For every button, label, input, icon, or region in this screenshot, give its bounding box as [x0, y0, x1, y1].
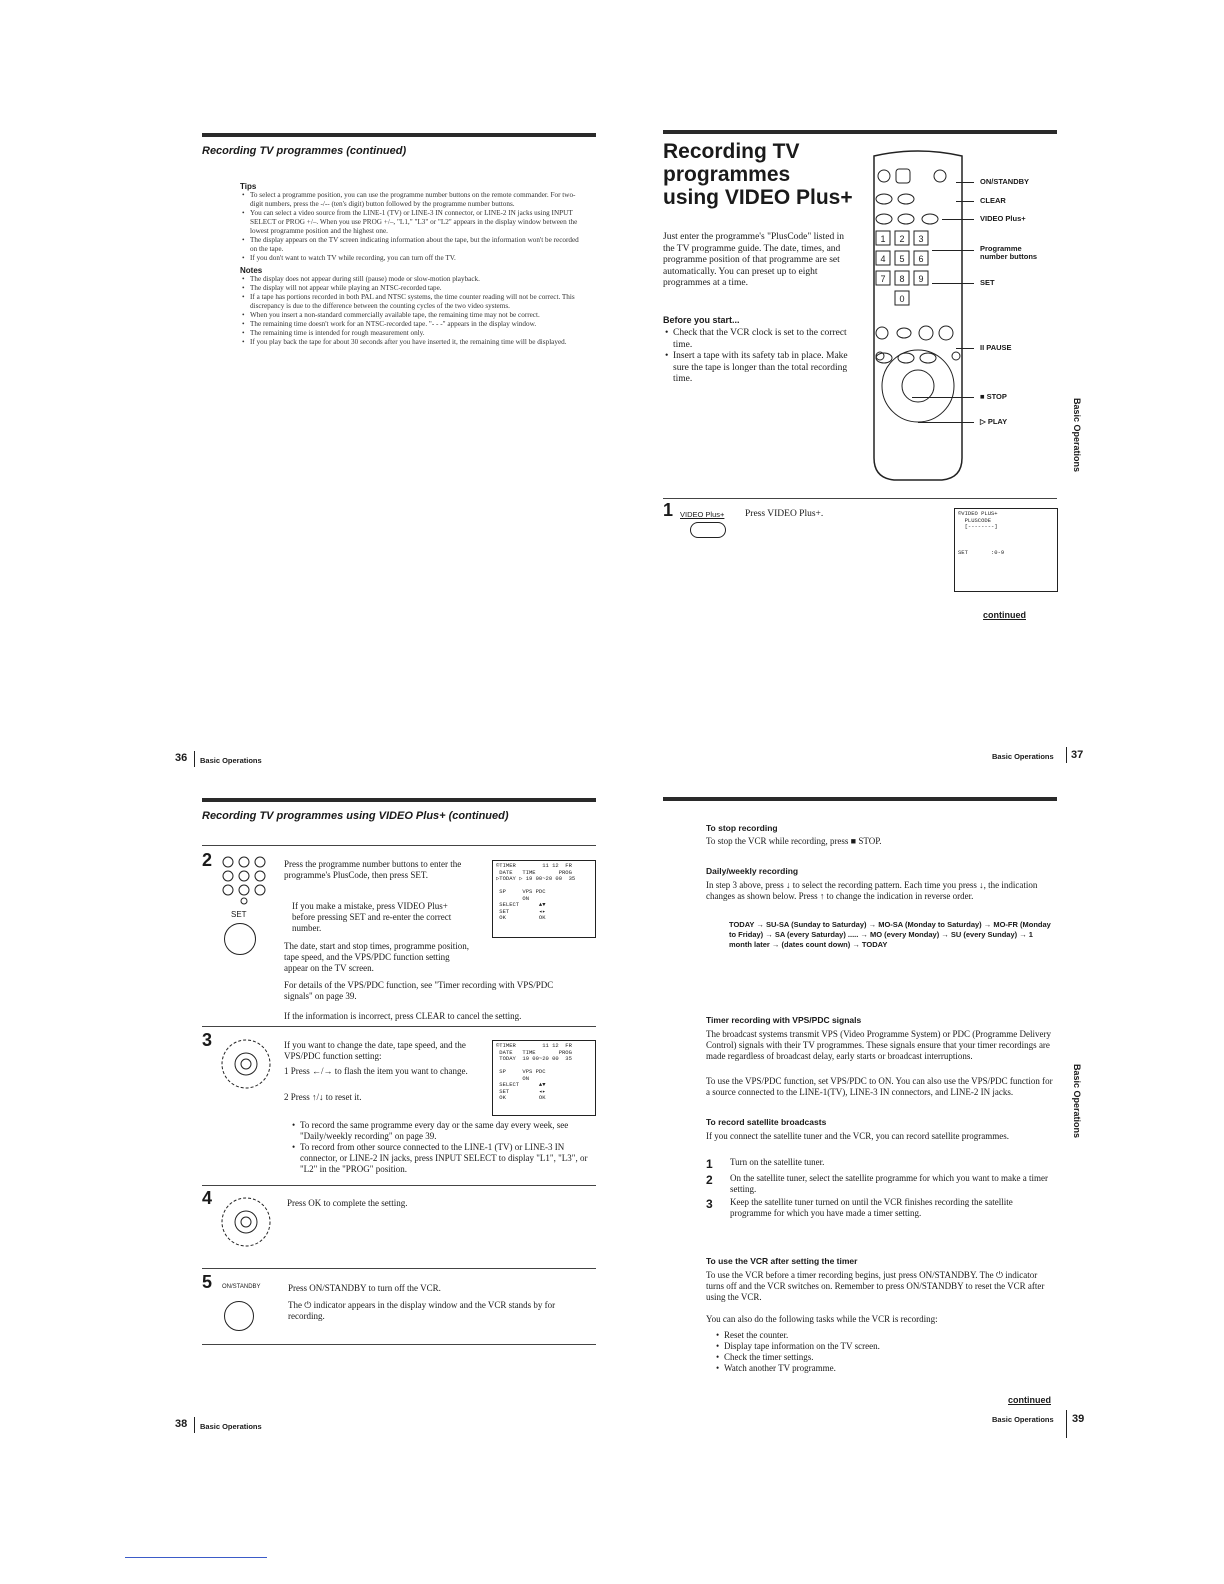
step-number: 5	[202, 1272, 213, 1292]
side-tab: Basic Operations	[1072, 1064, 1082, 1139]
label-set: SET	[980, 278, 995, 287]
set-label: SET	[231, 910, 247, 919]
daily-sequence: TODAY → SU-SA (Sunday to Saturday) → MO-SA (Monday to Saturday) → MO-FR (Monday to Friday) → SA (every Saturday) ..... → MO (every Monday) → SU (every Sunday) → 1 month later → (dates count down) → TODAY	[729, 920, 1051, 949]
vps-text2: To use the VPS/PDC function, set VPS/PDC to ON. You can also use the VPS/PDC function for a source connected to the LINE-1(TV), LINE-3 IN connectors, and LINE-2 IN jacks.	[706, 1076, 1053, 1097]
page-number: 36	[175, 752, 188, 764]
tip-item: • The display appears on the TV screen indicating information about the tape, but the information won't be recorded on the tape.	[250, 236, 585, 254]
link-underline	[125, 1557, 267, 1558]
step5-text: Press ON/STANDBY to turn off the VCR.	[288, 1283, 441, 1293]
svg-text:2: 2	[899, 234, 905, 244]
joystick-ok-icon	[218, 1190, 274, 1254]
callout-line	[918, 422, 974, 423]
step2-text4: If the information is incorrect, press CLEAR to cancel the setting.	[284, 1011, 522, 1021]
intro-text: Just enter the programme's "PlusCode" listed in the TV programme guide. The date, times, and programme position of that programme are set automatically. You can preset up to eight programmes at a time.	[663, 232, 844, 288]
title-line: programmes	[663, 163, 791, 186]
tips-block	[240, 182, 585, 347]
title-line: using VIDEO Plus+	[663, 186, 853, 209]
number-buttons-icon	[220, 855, 275, 905]
svg-text:5: 5	[899, 254, 905, 264]
label-pause: II PAUSE	[980, 343, 1012, 352]
step2-text2: The date, start and stop times, programme position, tape speed, and the VPS/PDC function setting appear on the TV screen.	[284, 941, 469, 973]
step-rule	[202, 845, 596, 846]
note-item: • If a tape has portions recorded in both PAL and NTSC systems, the time counter reading will not be correct. This discrepancy is due to the difference between the counting cycles of the two video systems.	[250, 293, 585, 311]
power-button-icon	[224, 1301, 254, 1331]
header-rule	[663, 797, 1057, 801]
step-rule	[202, 1026, 596, 1027]
step-rule	[202, 1268, 596, 1269]
osd-screen-timer-edit: ©TIMER 11 12 FR DATE TIME PROG TODAY 19 00~20 00 35 SP VPS PDC ON SELECT ▲▼ SET ◂▸ OK OK	[492, 1040, 596, 1116]
svg-text:1: 1	[880, 234, 886, 244]
after-timer-list	[714, 1330, 1064, 1374]
satellite-step	[706, 1157, 1056, 1171]
page-footer: Basic Operations	[200, 756, 262, 765]
osd-screen-timer: ©TIMER 11 12 FR DATE TIME PROG ▷TODAY ▷ 19 00~20 00 35 SP VPS PDC ON SELECT ▲▼ SET ◂▸ OK OK	[492, 860, 596, 938]
header-rule	[663, 130, 1057, 134]
satellite-step-number: 3	[706, 1197, 713, 1211]
svg-text:7: 7	[880, 274, 886, 284]
label-video-plus: VIDEO Plus+	[980, 214, 1026, 223]
step-number: 3	[202, 1030, 213, 1050]
step2-text3: For details of the VPS/PDC function, see "Timer recording with VPS/PDC signals" on page 39.	[284, 980, 554, 1001]
step3-item2: 2 Press ↑/↓ to reset it.	[284, 1092, 362, 1102]
notes-list	[240, 275, 585, 347]
page-number: 37	[1071, 749, 1084, 761]
page-number: 39	[1072, 1413, 1085, 1425]
before-heading: Before you start...	[663, 315, 740, 325]
svg-text:6: 6	[918, 254, 924, 264]
label-clear: CLEAR	[980, 196, 1006, 205]
step3-bullets	[290, 1120, 600, 1175]
joystick-icon	[218, 1032, 274, 1096]
step2-sub-text: If you make a mistake, press VIDEO Plus+ before pressing SET and re-enter the correct number.	[292, 901, 452, 933]
section-title: Recording TV programmes (continued)	[202, 145, 407, 157]
title-line: Recording TV	[663, 140, 800, 163]
step-number: 2	[202, 850, 213, 870]
tip-item: • If you don't want to watch TV while recording, you can turn off the TV.	[250, 254, 585, 263]
note-item: • The display does not appear during still (pause) mode or slow-motion playback.	[250, 275, 585, 284]
on-standby-label: ON/STANDBY	[222, 1284, 261, 1290]
step5-text2: The ⏻ indicator appears in the display window and the VCR stands by for recording.	[288, 1300, 556, 1321]
callout-line	[956, 201, 974, 202]
callout-line	[932, 250, 974, 251]
satellite-step-number: 2	[706, 1173, 713, 1187]
section-title: Recording TV programmes using VIDEO Plus+ (continued)	[202, 810, 509, 822]
svg-text:9: 9	[918, 274, 924, 284]
step2-text: Press the programme number buttons to enter the programme's PlusCode, then press SET.	[284, 859, 462, 880]
page-divider	[194, 751, 195, 767]
before-item: • Insert a tape with its safety tab in place. Make sure the tape is longer than the total recording time.	[673, 351, 849, 386]
step-number: 4	[202, 1188, 213, 1208]
daily-text: In step 3 above, press ↓ to select the recording pattern. Each time you press ↓, the indication changes as shown below. Press ↑ to change the indication in reverse order.	[706, 880, 1038, 901]
satellite-heading: To record satellite broadcasts	[706, 1117, 827, 1127]
satellite-step	[706, 1173, 1056, 1195]
task-item: • Display tape information on the TV screen.	[724, 1341, 1064, 1352]
svg-text:4: 4	[880, 254, 886, 264]
satellite-step	[706, 1197, 1056, 1219]
before-item: • Check that the VCR clock is set to the correct time.	[673, 328, 849, 351]
page-footer: Basic Operations	[200, 1422, 262, 1431]
header-rule	[202, 798, 596, 802]
tip-item: • You can select a video source from the LINE-1 (TV) or LINE-3 IN connector, or LINE-2 IN jacks using INPUT SELECT or PROG +/–. When you use PROG +/–, "L1," "L3" or "L2" appears in the display window between the lowest programme position and the highest one.	[250, 209, 585, 236]
page-footer: Basic Operations	[992, 752, 1054, 761]
before-list	[663, 328, 849, 386]
label-stop: ■ STOP	[980, 392, 1007, 401]
satellite-step-text: Keep the satellite tuner turned on until the VCR finishes recording the satellite programme for which you have made a timer setting.	[730, 1197, 1013, 1218]
satellite-steps	[706, 1157, 1056, 1219]
satellite-step-text: On the satellite tuner, select the satellite programme for which you want to make a timer setting.	[730, 1173, 1049, 1194]
page-number: 38	[175, 1418, 188, 1430]
header-rule	[202, 133, 596, 137]
task-item: • Watch another TV programme.	[724, 1363, 1064, 1374]
tips-list	[240, 191, 585, 263]
osd-screen-plus-code: ©VIDEO PLUS+ PLUSCODE [--------] SET :0-9	[954, 508, 1058, 592]
after-timer-heading: To use the VCR after setting the timer	[706, 1256, 858, 1266]
callout-line	[942, 219, 974, 220]
satellite-step-text: Turn on the satellite tuner.	[730, 1157, 825, 1167]
callout-line	[956, 182, 974, 183]
label-programme-number-buttons: Programme number buttons	[980, 244, 1038, 261]
note-item: • The remaining time doesn't work for an NTSC-recorded tape. "- - -" appears in the display window.	[250, 320, 585, 329]
stop-heading: To stop recording	[706, 823, 778, 833]
notes-heading: Notes	[240, 266, 263, 275]
page-title	[663, 140, 863, 209]
step-number: 1	[663, 500, 674, 520]
note-item: • The display will not appear while playing an NTSC-recorded tape.	[250, 284, 585, 293]
callout-line	[912, 397, 974, 398]
video-plus-button-label: VIDEO Plus+	[680, 510, 725, 519]
continued-label: continued	[1008, 1395, 1051, 1405]
step3-text: If you want to change the date, tape speed, and the VPS/PDC function setting:	[284, 1040, 466, 1061]
remote-control-illustration	[868, 148, 968, 483]
stop-text: To stop the VCR while recording, press ■ STOP.	[706, 836, 882, 846]
continued-label: continued	[983, 610, 1026, 620]
svg-text:8: 8	[899, 274, 905, 284]
task-item: • Check the timer settings.	[724, 1352, 1064, 1363]
satellite-step-number: 1	[706, 1157, 713, 1171]
after-timer-text2: You can also do the following tasks while the VCR is recording:	[706, 1314, 938, 1324]
note-item: • When you insert a non-standard commercially available tape, the remaining time may not be correct.	[250, 311, 585, 320]
note-item: • If you play back the tape for about 30 seconds after you have inserted it, the remaining time will be displayed.	[250, 338, 585, 347]
note-item: • The remaining time is intended for rough measurement only.	[250, 329, 585, 338]
page-divider	[1066, 1410, 1067, 1438]
step-rule	[202, 1344, 596, 1345]
daily-heading: Daily/weekly recording	[706, 866, 799, 876]
page-divider	[194, 1417, 195, 1433]
vps-heading: Timer recording with VPS/PDC signals	[706, 1015, 862, 1025]
video-plus-button-icon	[690, 522, 726, 538]
label-on-standby: ON/STANDBY	[980, 177, 1030, 186]
svg-text:3: 3	[918, 234, 924, 244]
after-timer-text: To use the VCR before a timer recording begins, just press ON/STANDBY. The ⏻ indicator turns off and the VCR switches on. Remember to press ON/STANDBY to reset the VCR after using the VCR.	[706, 1270, 1045, 1302]
callout-line	[932, 283, 974, 284]
step1-text: Press VIDEO Plus+.	[745, 509, 824, 519]
page-footer: Basic Operations	[992, 1415, 1054, 1424]
callout-line	[956, 348, 974, 349]
step3-item1: 1 Press ←/→ to flash the item you want to change.	[284, 1066, 468, 1076]
step-rule	[663, 498, 1057, 499]
page-divider	[1066, 747, 1067, 763]
bullet-item: • To record the same programme every day or the same day every week, see "Daily/weekly recording" on page 39.	[300, 1120, 600, 1142]
step4-text: Press OK to complete the setting.	[287, 1198, 408, 1208]
step-rule	[202, 1185, 596, 1186]
svg-text:0: 0	[899, 294, 905, 304]
vps-text: The broadcast systems transmit VPS (Video Programme System) or PDC (Programme Delivery Control) signals with their TV programmes. These signals ensure that your timer recordings are made regardless of broadcast delay, early starts or broadcast interruptions.	[706, 1029, 1051, 1061]
satellite-text: If you connect the satellite tuner and the VCR, you can record satellite programmes.	[706, 1131, 1009, 1141]
bullet-item: • To record from other source connected to the LINE-1 (TV) or LINE-3 IN connector, or LINE-2 IN jacks, press INPUT SELECT to display "L1", "L3", or "L2" in the "PROG" position.	[300, 1142, 600, 1175]
tip-item: • To select a programme position, you can use the programme number buttons on the remote commander. For two-digit numbers, press the -/-- (ten's digit) button followed by the programme number buttons.	[250, 191, 585, 209]
task-item: • Reset the counter.	[724, 1330, 1064, 1341]
label-play: ▷ PLAY	[980, 417, 1008, 426]
set-button-icon	[224, 923, 256, 955]
side-tab: Basic Operations	[1072, 398, 1082, 473]
tips-heading: Tips	[240, 182, 257, 191]
